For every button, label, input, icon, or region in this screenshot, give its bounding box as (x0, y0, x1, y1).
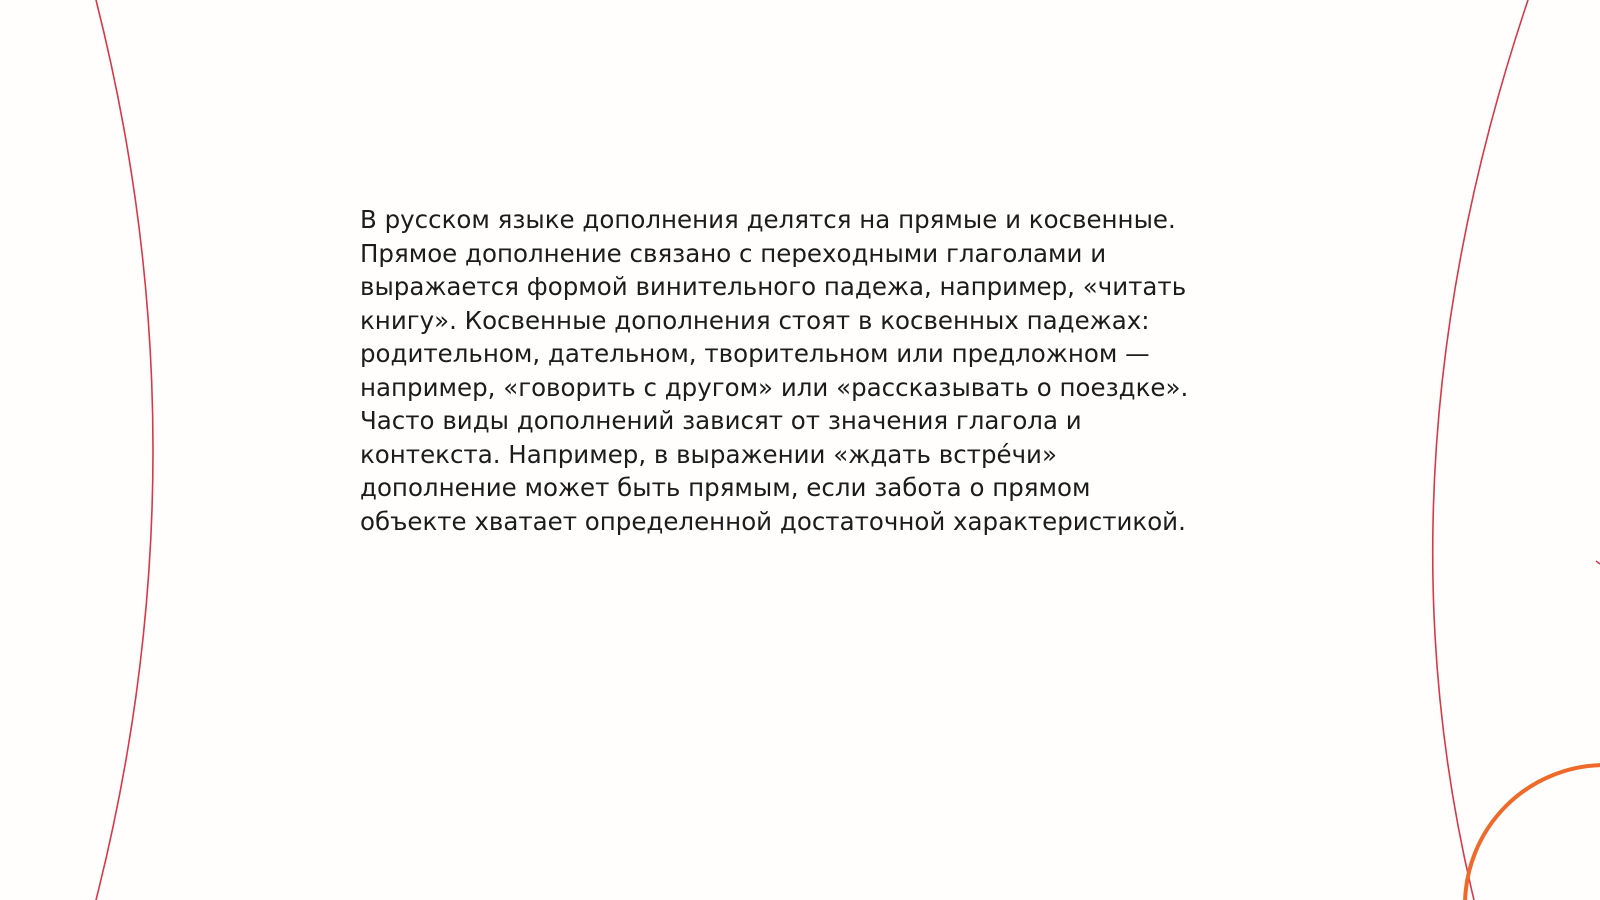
left-arc (96, 0, 153, 900)
paragraph-line: Часто виды дополнений зависят от значения глагола и (360, 406, 1082, 435)
paragraph-line: В русском языке дополнения делятся на прямые и косвенные. (360, 205, 1176, 234)
paragraph-line: контекста. Например, в выражении «ждать встре́чи» (360, 439, 1057, 469)
paragraph-line: объекте хватает определенной достаточной характеристикой. (360, 506, 1186, 536)
paragraph-line: Прямое дополнение связано с переходными глаголами и (360, 238, 1107, 268)
paragraph-line: книгу». Косвенные дополнения стоят в косвенных падежах: (360, 305, 1150, 335)
orange-circle-arc (1465, 765, 1600, 900)
small-tick-mark (1596, 561, 1600, 564)
paragraph-line: например, «говорить с другом» или «рассказывать о поездке». (360, 372, 1189, 402)
paragraph-line: дополнение может быть прямым, если забота о прямом (360, 473, 1091, 502)
right-arc (1433, 0, 1528, 900)
paragraph (360, 203, 1240, 538)
paragraph-line: родительном, дательном, творительном или предложном — (360, 339, 1150, 368)
paragraph-line: выражается формой винительного падежа, например, «читать (360, 272, 1187, 301)
